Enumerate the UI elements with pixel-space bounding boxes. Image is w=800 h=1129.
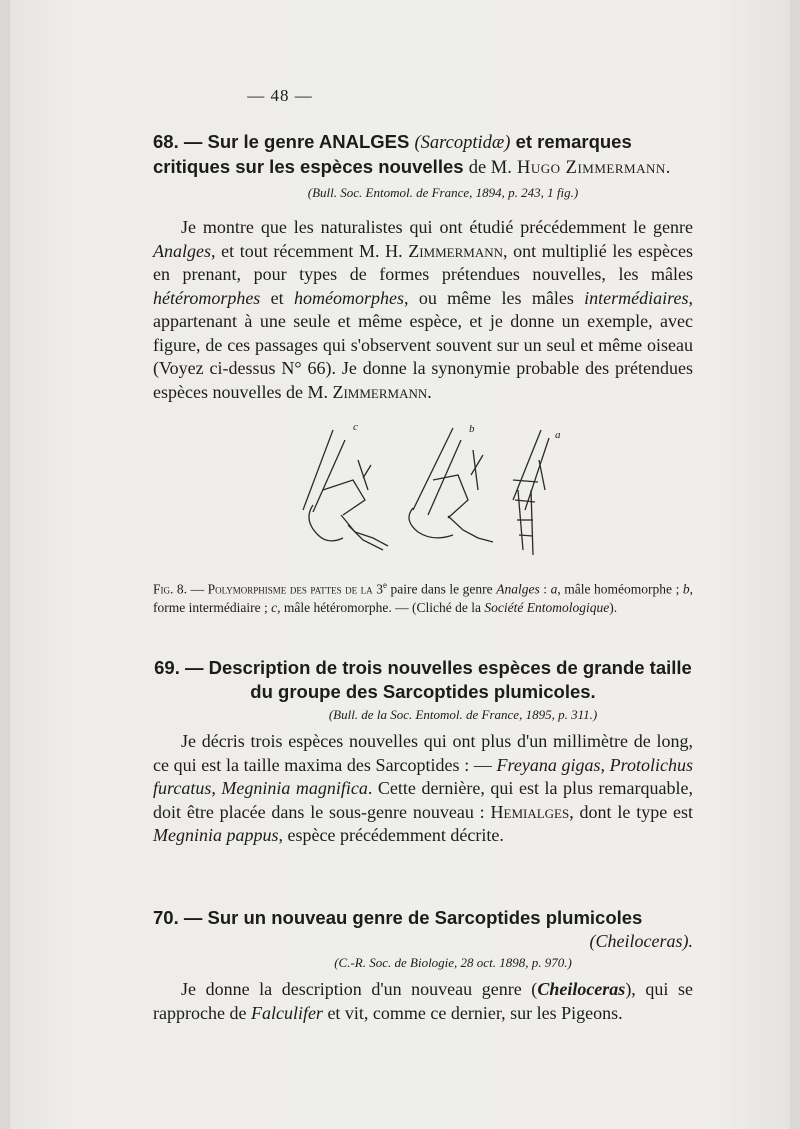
- figure-8-illustration: [293, 420, 563, 560]
- figure-label-c: c: [353, 421, 358, 433]
- figure-label-b: b: [469, 423, 475, 435]
- section-70-reference: (C.-R. Soc. de Biologie, 28 oct. 1898, p. 970.): [334, 955, 572, 970]
- figure-label-a: a: [555, 429, 561, 441]
- section-70: [153, 906, 693, 1025]
- section-68-title: 68. — Sur le genre ANALGES (Sarcoptidæ) et remarques critiques sur les espèces nouvelles de M. Hugo Zimmermann.: [153, 131, 671, 178]
- section-69-reference: (Bull. de la Soc. Entomol. de France, 1895, p. 311.): [328, 707, 598, 722]
- section-70-paragraph: Je donne la description d'un nouveau genre (Cheiloceras), qui se rapproche de Falculifer et vit, comme ce dernier, sur les Pigeons.: [153, 979, 693, 1023]
- page: [10, 0, 790, 1129]
- section-69-paragraph: Je décris trois espèces nouvelles qui ont plus d'un millimètre de long, ce qui est la taille maxima des Sarcoptides : — Freyana gigas, Protolichus furcatus, Megninia magnifica. Cette dernière, qui est la plus remarquable, doit être placée dans le sous-genre nouveau : Hemialges, dont le type est Megninia pappus, espèce précédemment décrite.: [153, 731, 694, 845]
- section-69-title: 69. — Description de trois nouvelles espèces de grande taille du groupe des Sarcoptides plumicoles.: [154, 657, 692, 702]
- mite-legs-drawing: [293, 420, 563, 560]
- section-68-reference: (Bull. Soc. Entomol. de France, 1894, p. 243, 1 fig.): [307, 185, 579, 200]
- section-69: [153, 656, 693, 848]
- section-70-subtitle: (Cheiloceras).: [589, 931, 693, 951]
- section-70-title: 70. — Sur un nouveau genre de Sarcoptides plumicoles: [153, 907, 643, 928]
- section-68-paragraph: Je montre que les naturalistes qui ont étudié précédemment le genre Analges, et tout récemment M. H. Zimmermann, ont multiplié les espèces en prenant, pour types de formes prétendues nouvelles, les mâles hétéromorphes et homéomorphes, ou même les mâles intermédiaires, appartenant à une seule et même espèce, et je donne un exemple, avec figure, de ces passages qui s'observent souvent sur un seul et même oiseau (Voyez ci-dessus N° 66). Je donne la synonymie probable des prétendues espèces nouvelles de M. Zimmermann.: [153, 217, 693, 402]
- figure-caption: Fig. 8. — Polymorphisme des pattes de la 3e paire dans le genre Analges : a, mâle homéomorphe ; b, forme intermédiaire ; c, mâle hétéromorphe. — (Cliché de la Société Entomologique).: [153, 580, 693, 615]
- section-68: [153, 130, 693, 404]
- page-number: — 48 —: [247, 86, 313, 105]
